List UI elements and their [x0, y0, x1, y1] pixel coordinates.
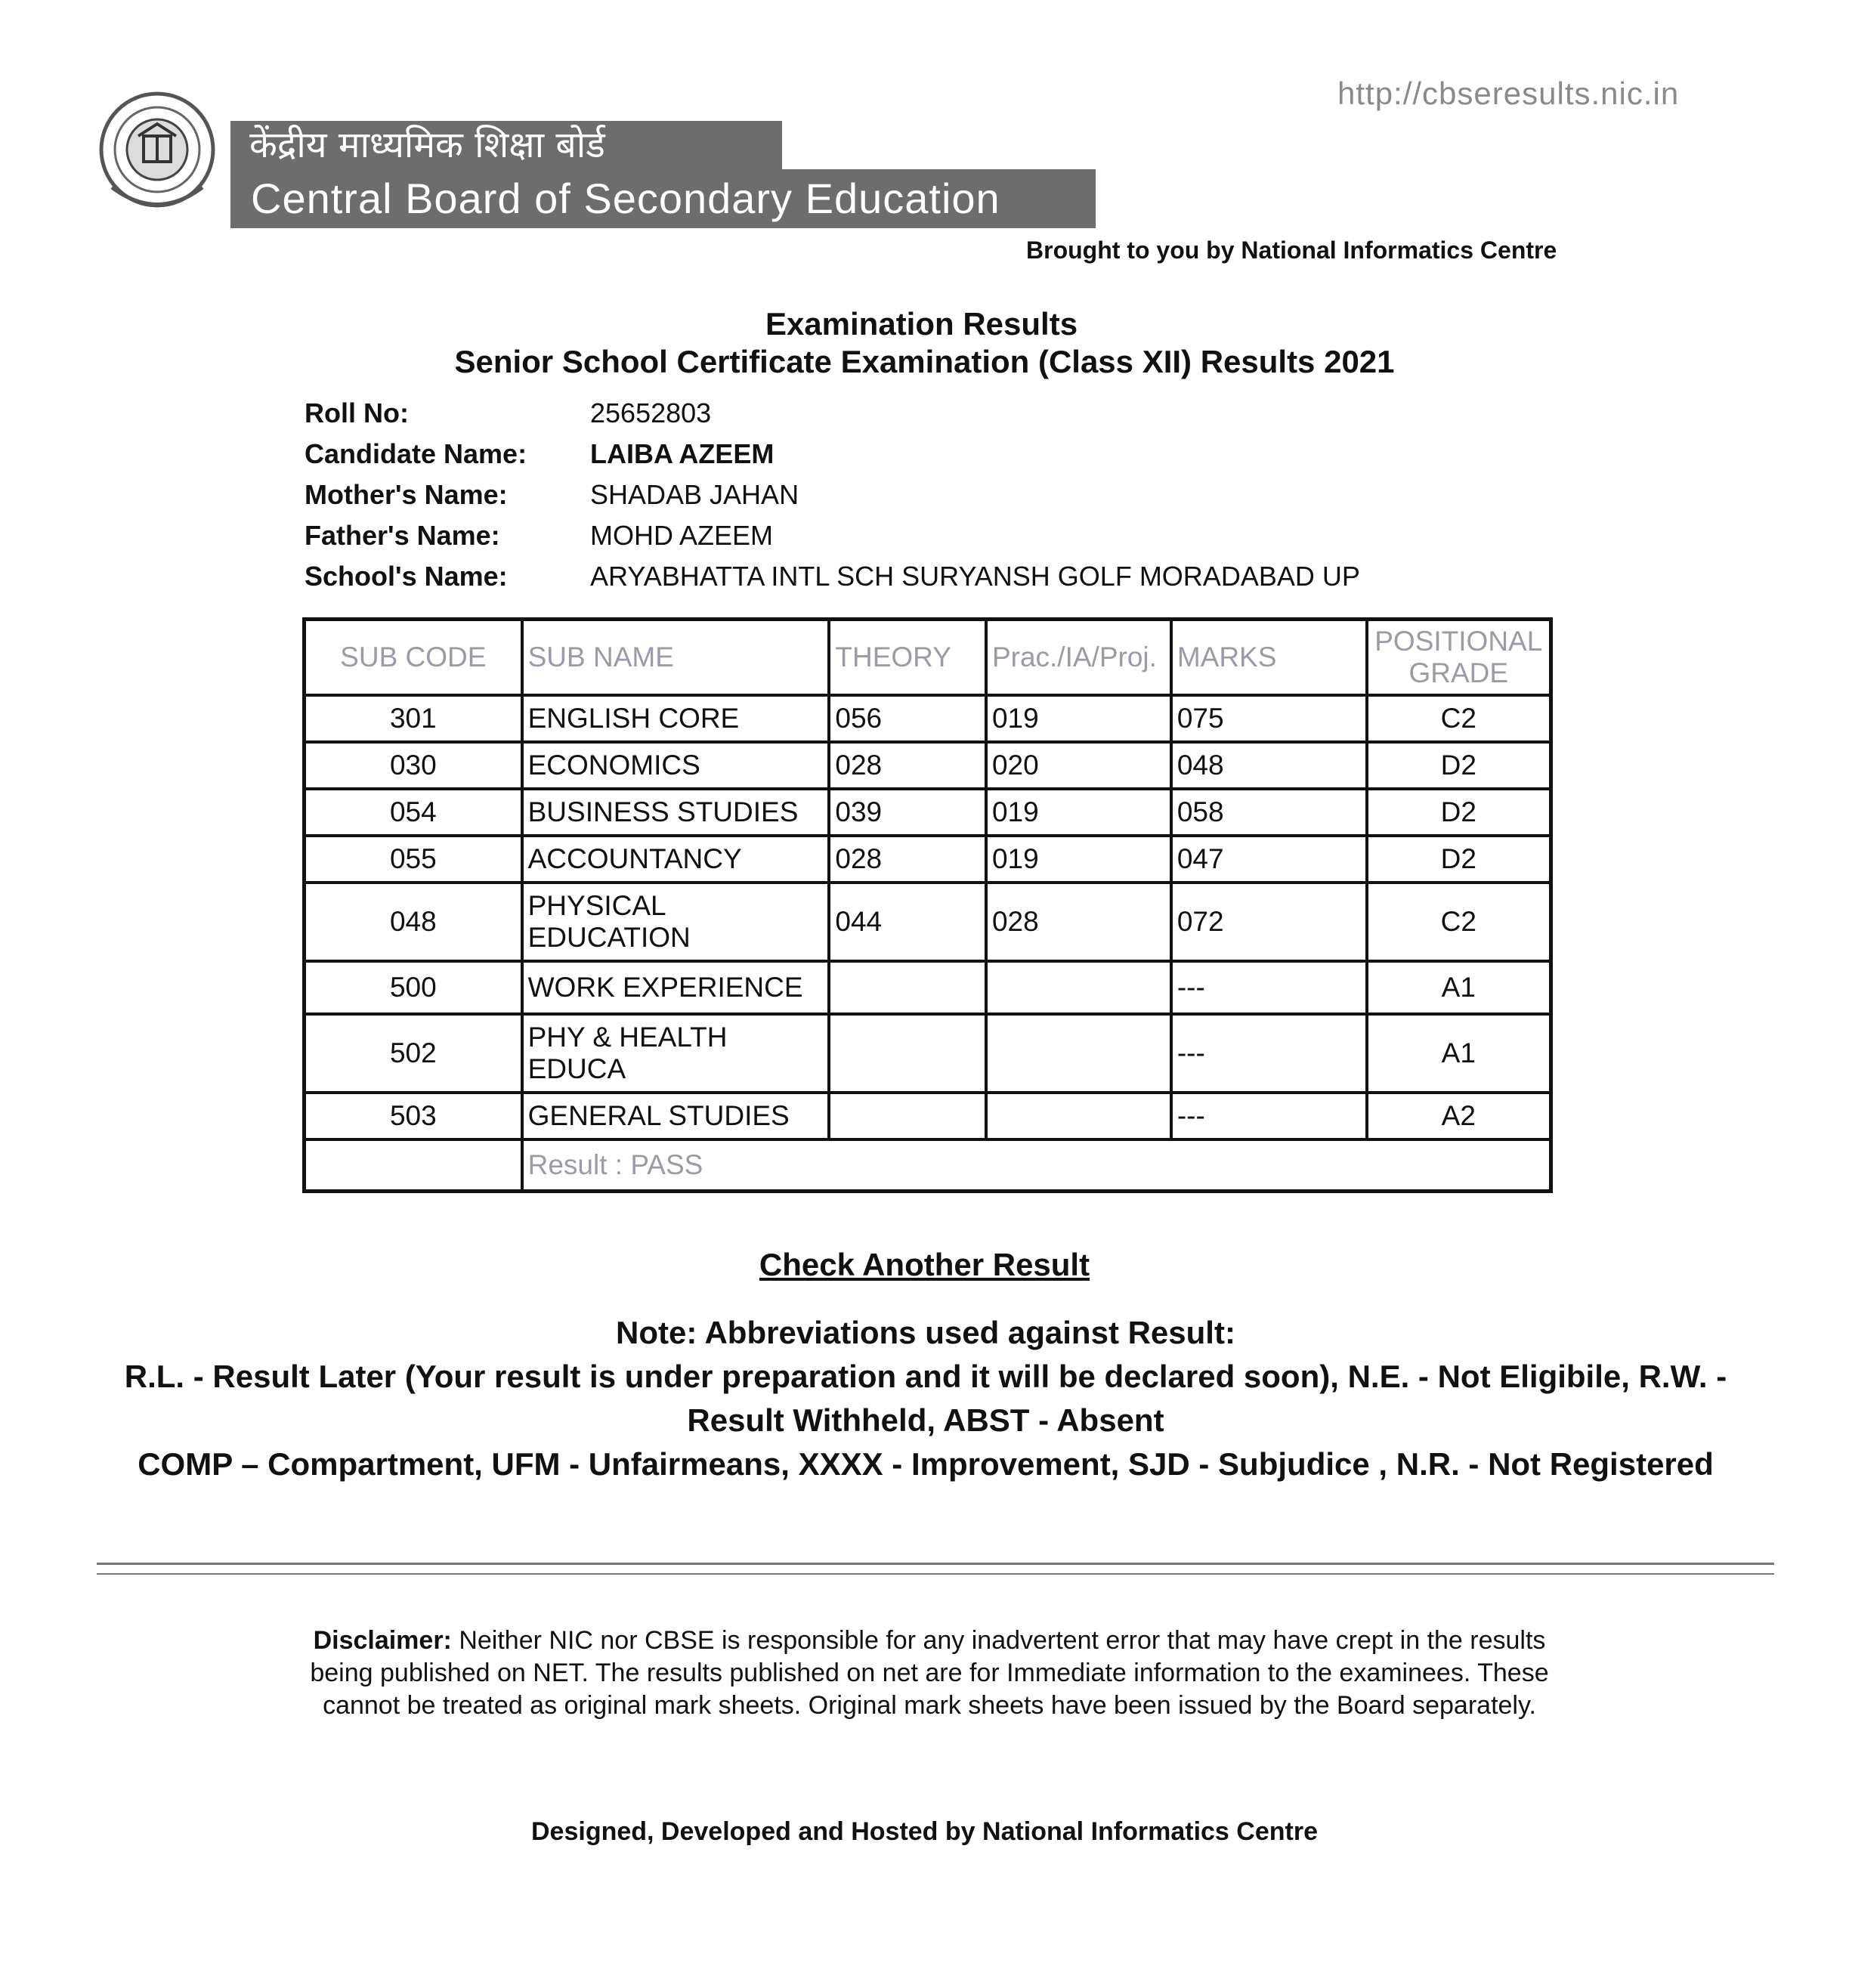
abbreviations-note	[106, 1311, 1745, 1486]
theory-cell: 056	[829, 695, 986, 742]
grade-cell: A2	[1367, 1093, 1551, 1139]
candidate-label: Candidate Name:	[305, 438, 527, 469]
result-row	[305, 1139, 1551, 1192]
school-label: School's Name:	[305, 561, 508, 592]
grade-cell: D2	[1367, 742, 1551, 789]
sub-name-cell: ECONOMICS	[522, 742, 830, 789]
roll-value: 25652803	[590, 397, 712, 428]
board-name-english: Central Board of Secondary Education	[251, 175, 1000, 222]
table-row	[305, 742, 1551, 789]
practical-cell: 028	[986, 883, 1171, 961]
marks-cell: ---	[1171, 1014, 1367, 1093]
practical-cell	[986, 1093, 1171, 1139]
page-title: Examination Results	[765, 306, 1078, 342]
theory-cell: 039	[829, 789, 986, 836]
brought-by-text: Brought to you by National Informatics Centre	[1026, 237, 1557, 264]
theory-cell: 028	[829, 836, 986, 883]
marks-cell: ---	[1171, 961, 1367, 1014]
grade-cell: D2	[1367, 789, 1551, 836]
info-row-mother	[305, 475, 1360, 515]
marks-cell: 072	[1171, 883, 1367, 961]
practical-cell	[986, 961, 1171, 1014]
check-another-result-link[interactable]: Check Another Result	[759, 1247, 1090, 1282]
col-header-practical: Prac./IA/Proj.	[986, 620, 1171, 696]
father-label: Father's Name:	[305, 520, 500, 551]
sub-name-cell: GENERAL STUDIES	[522, 1093, 830, 1139]
col-header-sub-code: SUB CODE	[305, 620, 522, 696]
sub-name-cell: PHYSICAL EDUCATION	[522, 883, 830, 961]
candidate-info	[305, 393, 1360, 597]
theory-cell	[829, 1014, 986, 1093]
site-url[interactable]: http://cbseresults.nic.in	[1337, 76, 1680, 111]
theory-cell: 044	[829, 883, 986, 961]
table-row	[305, 1014, 1551, 1093]
col-header-theory: THEORY	[829, 620, 986, 696]
table-row	[305, 1093, 1551, 1139]
results-table	[302, 617, 1553, 1193]
table-row	[305, 695, 1551, 742]
marks-cell: 048	[1171, 742, 1367, 789]
col-header-grade: POSITIONAL GRADE	[1367, 620, 1551, 696]
col-header-sub-name: SUB NAME	[522, 620, 830, 696]
sub-code-cell: 055	[305, 836, 522, 883]
grade-cell: A1	[1367, 1014, 1551, 1093]
info-row-roll	[305, 393, 1360, 434]
sub-code-cell: 030	[305, 742, 522, 789]
sub-code-cell: 500	[305, 961, 522, 1014]
sub-name-cell: WORK EXPERIENCE	[522, 961, 830, 1014]
sub-name-cell: BUSINESS STUDIES	[522, 789, 830, 836]
sub-code-cell: 054	[305, 789, 522, 836]
school-value: ARYABHATTA INTL SCH SURYANSH GOLF MORADABAD UP	[590, 561, 1360, 592]
check-another-result-row	[0, 1247, 1849, 1283]
info-row-school	[305, 556, 1360, 597]
marks-cell: 047	[1171, 836, 1367, 883]
note-heading: Note: Abbreviations used against Result:	[616, 1315, 1235, 1350]
practical-cell: 019	[986, 836, 1171, 883]
result-status: Result : PASS	[522, 1139, 1551, 1192]
mother-value: SHADAB JAHAN	[590, 479, 799, 510]
sub-name-cell: PHY & HEALTH EDUCA	[522, 1014, 830, 1093]
divider-bottom	[97, 1573, 1774, 1575]
result-empty-cell	[305, 1139, 522, 1192]
disclaimer-text: Neither NIC nor CBSE is responsible for any inadvertent error that may have crept in the results being published on NET. The results published on net are for Immediate information to the examinees. These cannot be treated as original mark sheets. Original mark sheets have been issued by the Board separately.	[310, 1626, 1549, 1720]
practical-cell: 020	[986, 742, 1171, 789]
sub-name-cell: ENGLISH CORE	[522, 695, 830, 742]
col-header-marks: MARKS	[1171, 620, 1367, 696]
practical-cell	[986, 1014, 1171, 1093]
mother-label: Mother's Name:	[305, 479, 508, 510]
theory-cell: 028	[829, 742, 986, 789]
father-value: MOHD AZEEM	[590, 520, 774, 551]
sub-code-cell: 048	[305, 883, 522, 961]
marks-cell: ---	[1171, 1093, 1367, 1139]
table-row	[305, 836, 1551, 883]
table-row	[305, 789, 1551, 836]
divider-top	[97, 1563, 1774, 1565]
roll-label: Roll No:	[305, 397, 409, 428]
note-line-1: R.L. - Result Later (Your result is under preparation and it will be declared soon), N.E. - Not Eligibile, R.W. - Result Withheld, ABST - Absent	[124, 1359, 1727, 1438]
grade-cell: C2	[1367, 883, 1551, 961]
practical-cell: 019	[986, 695, 1171, 742]
sub-code-cell: 503	[305, 1093, 522, 1139]
grade-cell: D2	[1367, 836, 1551, 883]
sub-name-cell: ACCOUNTANCY	[522, 836, 830, 883]
theory-cell	[829, 961, 986, 1014]
cbse-logo-icon	[97, 89, 218, 224]
disclaimer-label: Disclaimer:	[313, 1626, 452, 1655]
board-name-hindi: केंद्रीय माध्यमिक शिक्षा बोर्ड	[249, 124, 605, 166]
candidate-value: LAIBA AZEEM	[590, 438, 775, 469]
table-row	[305, 961, 1551, 1014]
grade-cell: A1	[1367, 961, 1551, 1014]
marks-cell: 058	[1171, 789, 1367, 836]
table-row	[305, 883, 1551, 961]
theory-cell	[829, 1093, 986, 1139]
marks-cell: 075	[1171, 695, 1367, 742]
sub-code-cell: 502	[305, 1014, 522, 1093]
exam-subtitle: Senior School Certificate Examination (Class XII) Results 2021	[454, 344, 1395, 379]
practical-cell: 019	[986, 789, 1171, 836]
grade-cell: C2	[1367, 695, 1551, 742]
note-line-2: COMP – Compartment, UFM - Unfairmeans, XXXX - Improvement, SJD - Subjudice , N.R. - Not Registered	[138, 1446, 1714, 1482]
sub-code-cell: 301	[305, 695, 522, 742]
footer-credit: Designed, Developed and Hosted by National Informatics Centre	[531, 1817, 1318, 1846]
disclaimer	[302, 1625, 1557, 1722]
info-row-father	[305, 515, 1360, 556]
info-row-candidate	[305, 434, 1360, 475]
table-header-row	[305, 620, 1551, 696]
